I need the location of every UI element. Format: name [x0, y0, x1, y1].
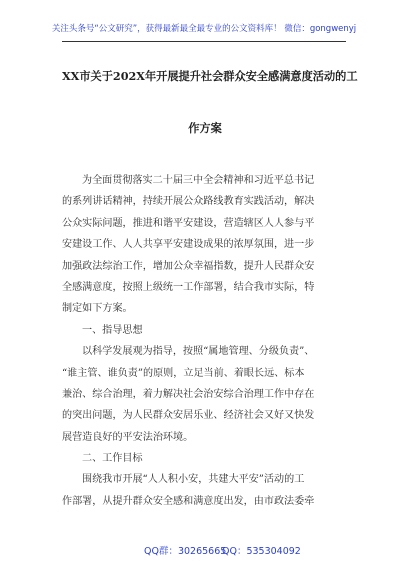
intro-line: 全感满意度，按照上级统一工作部署，结合我市实际，特: [62, 281, 315, 293]
intro-line: 加强政法综治工作，增加公众幸福指数，提升人民群众安: [62, 260, 315, 272]
section2-line: 围绕我市开展“人人积小安，共建大平安”活动的工: [82, 474, 305, 486]
document-body: [62, 170, 348, 512]
section-heading-guiding-ideology: 一、指导思想: [82, 324, 143, 336]
header-divider: [62, 41, 346, 42]
intro-line: 公众实际问题，推进和谐平安建设，营造辖区人人参与平: [62, 217, 315, 229]
section2-line: 作部署，从提升群众安全感和满意度出发，由市政法委牵: [62, 495, 315, 507]
document-title-line-1: XX市关于202X年开展提升社会群众安全感满意度活动的工: [62, 69, 358, 83]
intro-line: 制定如下方案。: [62, 303, 133, 315]
section-heading-work-goals: 二、工作目标: [82, 453, 143, 465]
section1-line: 的突出问题，为人民群众安居乐业、经济社会又好又快发: [62, 410, 315, 422]
intro-line: 安建设工作、人人共享平安建设成果的浓厚氛围，进一步: [62, 239, 315, 251]
intro-line: 为全面贯彻落实二十届三中全会精神和习近平总书记: [82, 175, 315, 186]
section1-line: 以科学发展观为指导，按照“属地管理、分级负责”、: [82, 346, 315, 358]
document-title-line-2: 作方案: [188, 121, 222, 135]
section1-line: 兼治、综合治理，着力解决社会治安综合治理工作中存在: [62, 388, 315, 400]
section1-line: “谁主管、谁负责”的原则，立足当前、着眼长远、标本: [62, 367, 305, 379]
header-banner: 关注头条号“公文研究”，获得最新最全最专业的公文资料库！ 微信：gongwenyj: [51, 24, 357, 34]
footer-qq: QQ：535304092: [222, 546, 301, 557]
intro-line: 的系列讲话精神，持续开展公众路线教育实践活动，解决: [62, 196, 315, 208]
section1-line: 展营造良好的平安法治环境。: [62, 431, 194, 443]
footer-qq-group: QQ群：30265665: [144, 546, 227, 557]
